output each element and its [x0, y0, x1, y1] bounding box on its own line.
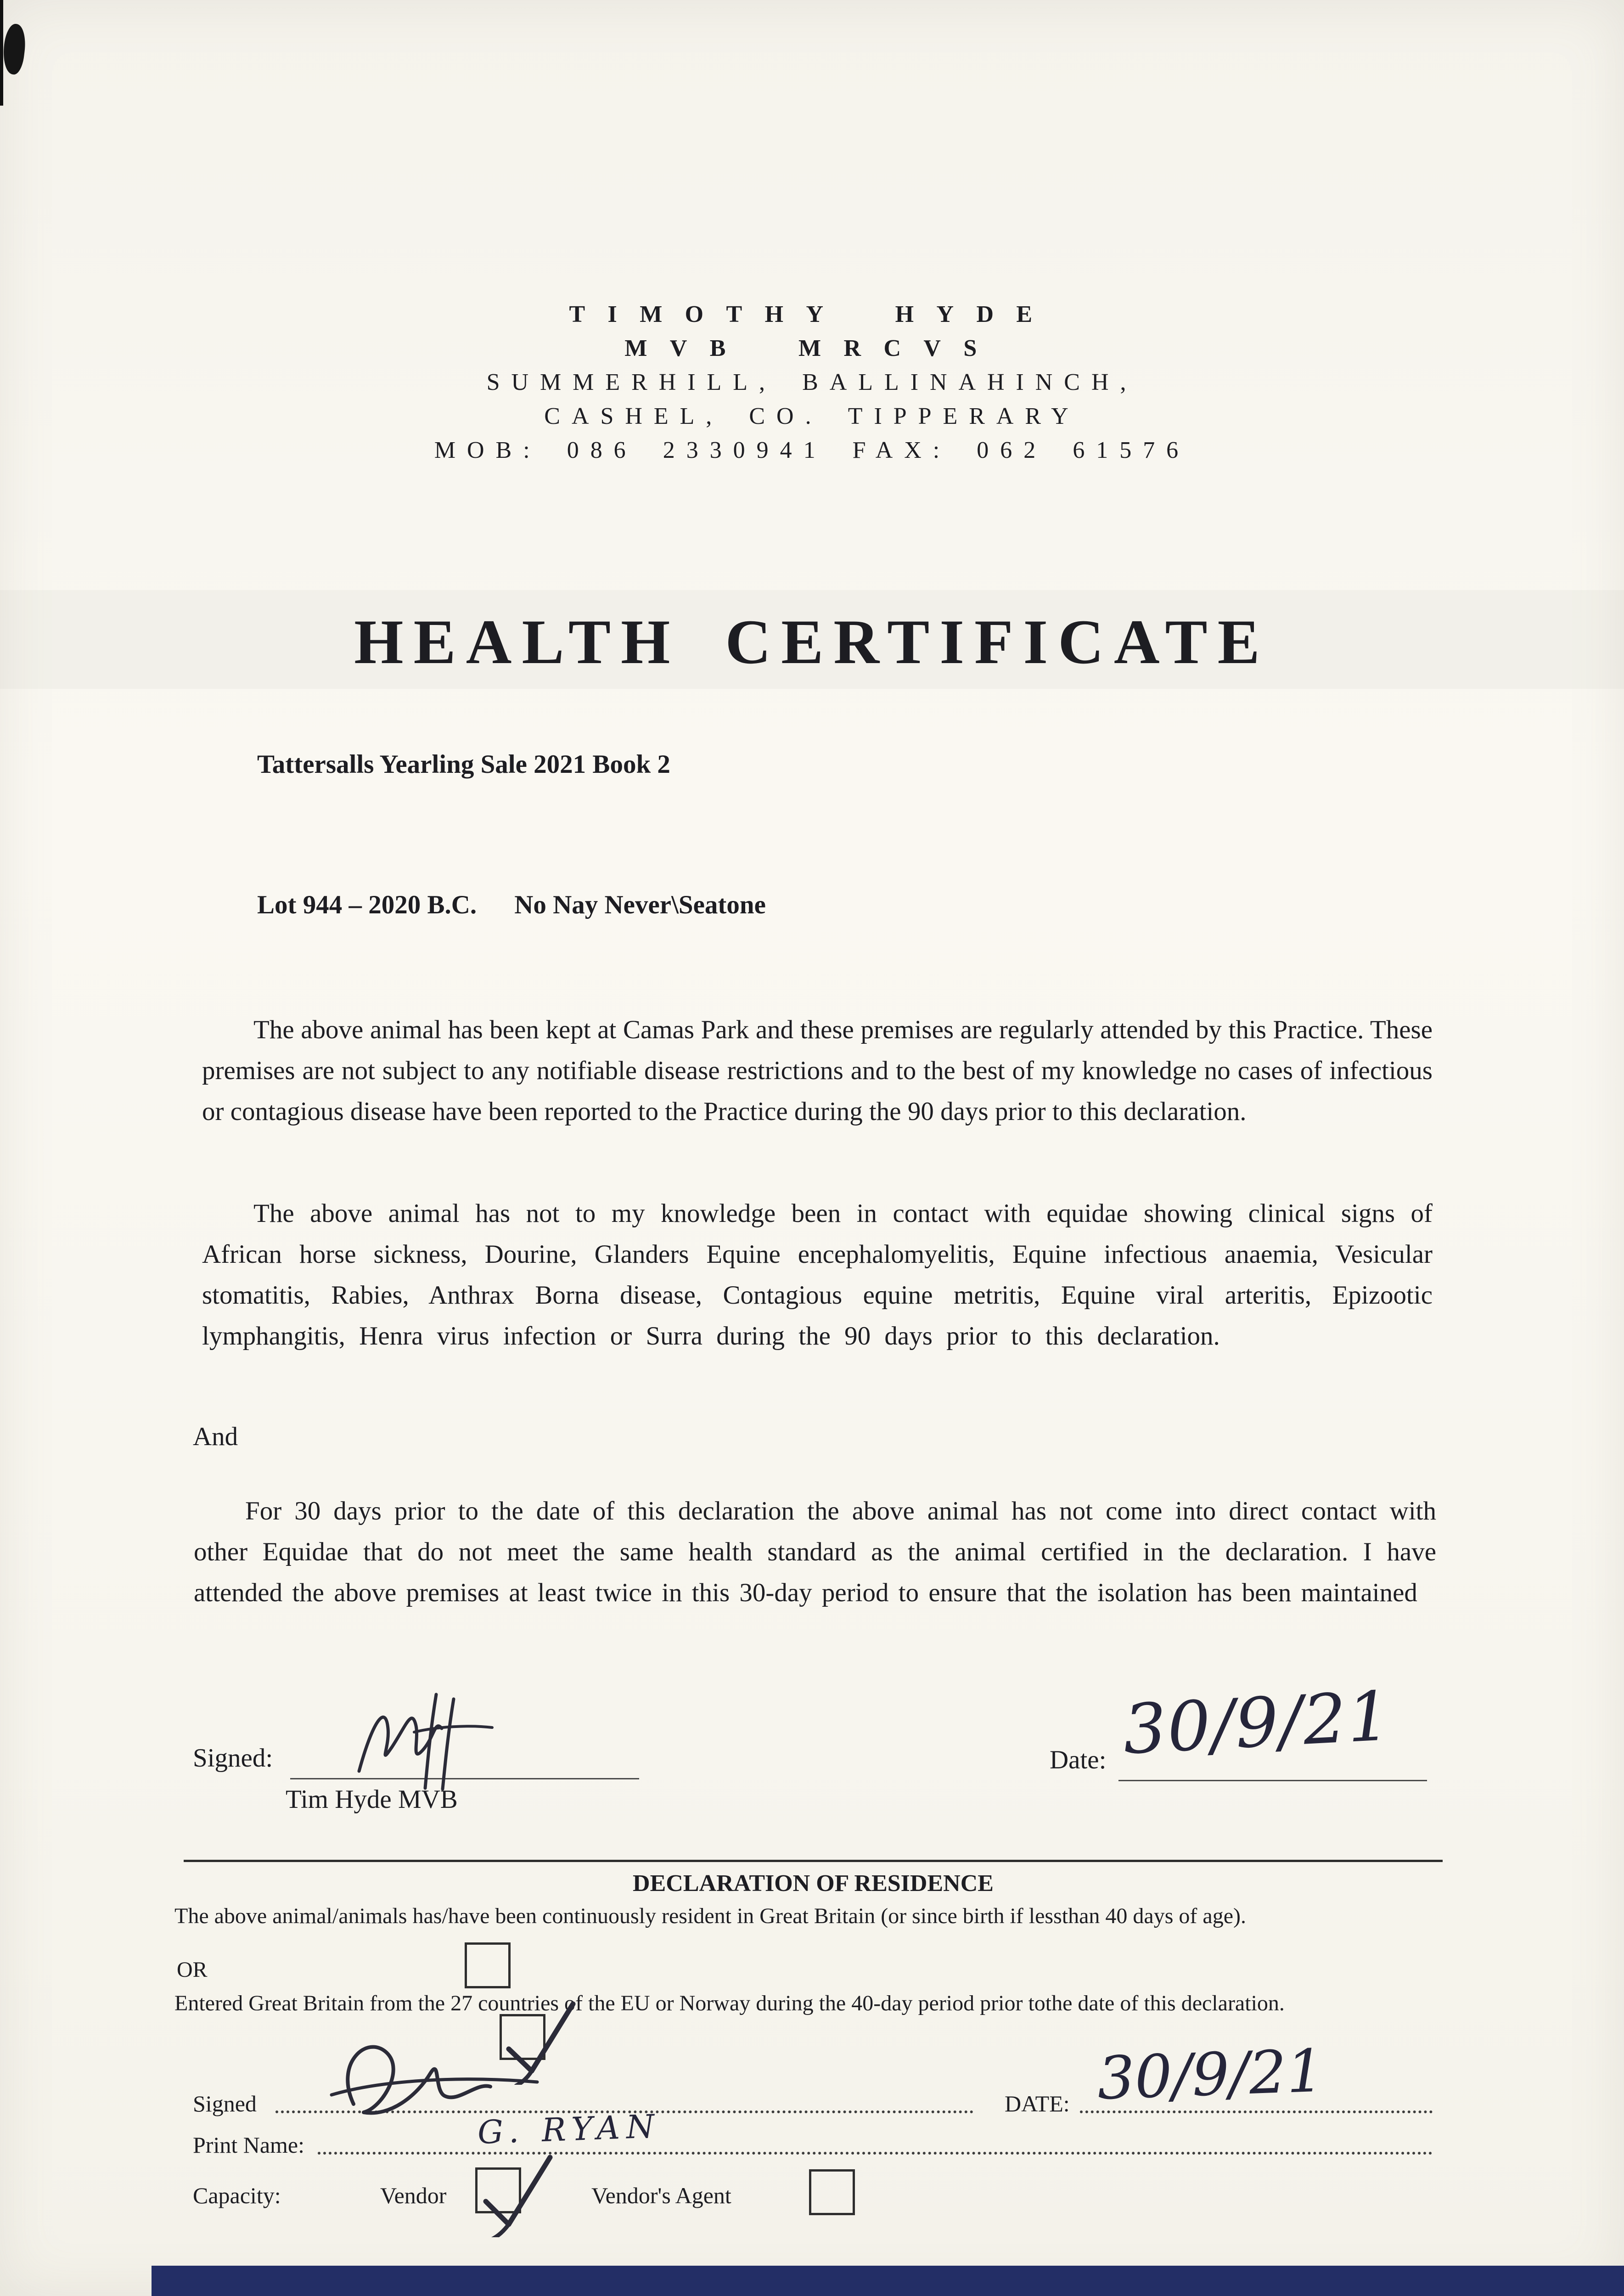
- vendor-checkbox: [475, 2167, 521, 2213]
- handwritten-declaration-date: 30/9/21: [1096, 2037, 1325, 2113]
- lot-number: Lot 944 – 2020 B.C.: [257, 890, 477, 919]
- signature-tim-hyde: [341, 1677, 538, 1792]
- signed-label: Signed:: [193, 1744, 273, 1773]
- capacity-label: Capacity:: [193, 2183, 281, 2208]
- declaration-heading: DECLARATION OF RESIDENCE: [633, 1870, 994, 1896]
- date-label: Date:: [1050, 1745, 1107, 1774]
- and-connector: And: [193, 1422, 238, 1451]
- resident-statement: The above animal/animals has/have been continuously resident in Great Britain (or since birth if lessthan 40 days of age).: [174, 1904, 1246, 1928]
- lot-line: [257, 890, 766, 920]
- practitioner-name: TIMOTHY HYDE: [569, 301, 1055, 327]
- signer-name: Tim Hyde MVB: [286, 1785, 458, 1814]
- paragraph-premises: The above animal has been kept at Camas Park and these premises are regularly attended by this Practice. These premises are not subject to any notifiable disease restrictions and to the best of my knowledge no cases of infectious or contagious disease have been reported to the Practice during the 90 days prior to this declaration.: [202, 1015, 1433, 1126]
- document-title: HEALTH CERTIFICATE: [354, 607, 1270, 677]
- declaration-date-label: DATE:: [1005, 2091, 1070, 2116]
- address-line-1: SUMMERHILL, BALLINAHINCH,: [486, 369, 1138, 395]
- vendors-agent-checkbox: [809, 2169, 855, 2215]
- vendor-label: Vendor: [380, 2183, 447, 2208]
- resident-checkbox: [465, 1942, 511, 1988]
- entered-statement: Entered Great Britain from the 27 countries of the EU or Norway during the 40-day period prior tothe date of this declaration.: [174, 1991, 1285, 2015]
- scan-edge-artifact: [0, 0, 3, 106]
- section-divider: [184, 1860, 1443, 1862]
- vendors-agent-label: Vendor's Agent: [591, 2183, 731, 2208]
- print-name-label: Print Name:: [193, 2132, 305, 2158]
- handwritten-print-name: G. RYAN: [477, 2107, 662, 2151]
- sale-title: Tattersalls Yearling Sale 2021 Book 2: [257, 750, 670, 779]
- contact-line: MOB: 086 2330941 FAX: 062 61576: [434, 437, 1190, 463]
- address-line-2: CASHEL, CO. TIPPERARY: [544, 403, 1080, 429]
- letterhead: [0, 298, 1624, 467]
- lot-horse-name: No Nay Never\Seatone: [514, 890, 766, 919]
- or-label: OR: [177, 1958, 208, 1982]
- date-line: [1118, 1780, 1427, 1781]
- paragraph-isolation: For 30 days prior to the date of this declaration the above animal has not come into direct contact with other Equidae that do not meet the same health standard as the animal certified in the declaration. I have attended the above premises at least twice in this 30-day period to ensure that the isolation has been maintained: [194, 1497, 1436, 1607]
- handwritten-date: 30/9/21: [1121, 1676, 1394, 1770]
- scan-corner-artifact: [0, 23, 28, 76]
- paragraph-contact-diseases: The above animal has not to my knowledge been in contact with equidae showing clinical signs of African horse sickness, Dourine, Glanders Equine encephalomyelitis, Equine infectious anaemia, Vesicular stomatitis, Rabies, Anthrax Borna disease, Contagious equine metritis, Equine viral arteritis, Epizootic lymphangitis, Henra virus infection or Surra during the 90 days prior to this declaration.: [202, 1199, 1433, 1351]
- practitioner-qualifications: MVB MRCVS: [624, 335, 1000, 361]
- scan-bottom-bar: [152, 2266, 1624, 2296]
- declaration-signed-label: Signed: [193, 2091, 257, 2116]
